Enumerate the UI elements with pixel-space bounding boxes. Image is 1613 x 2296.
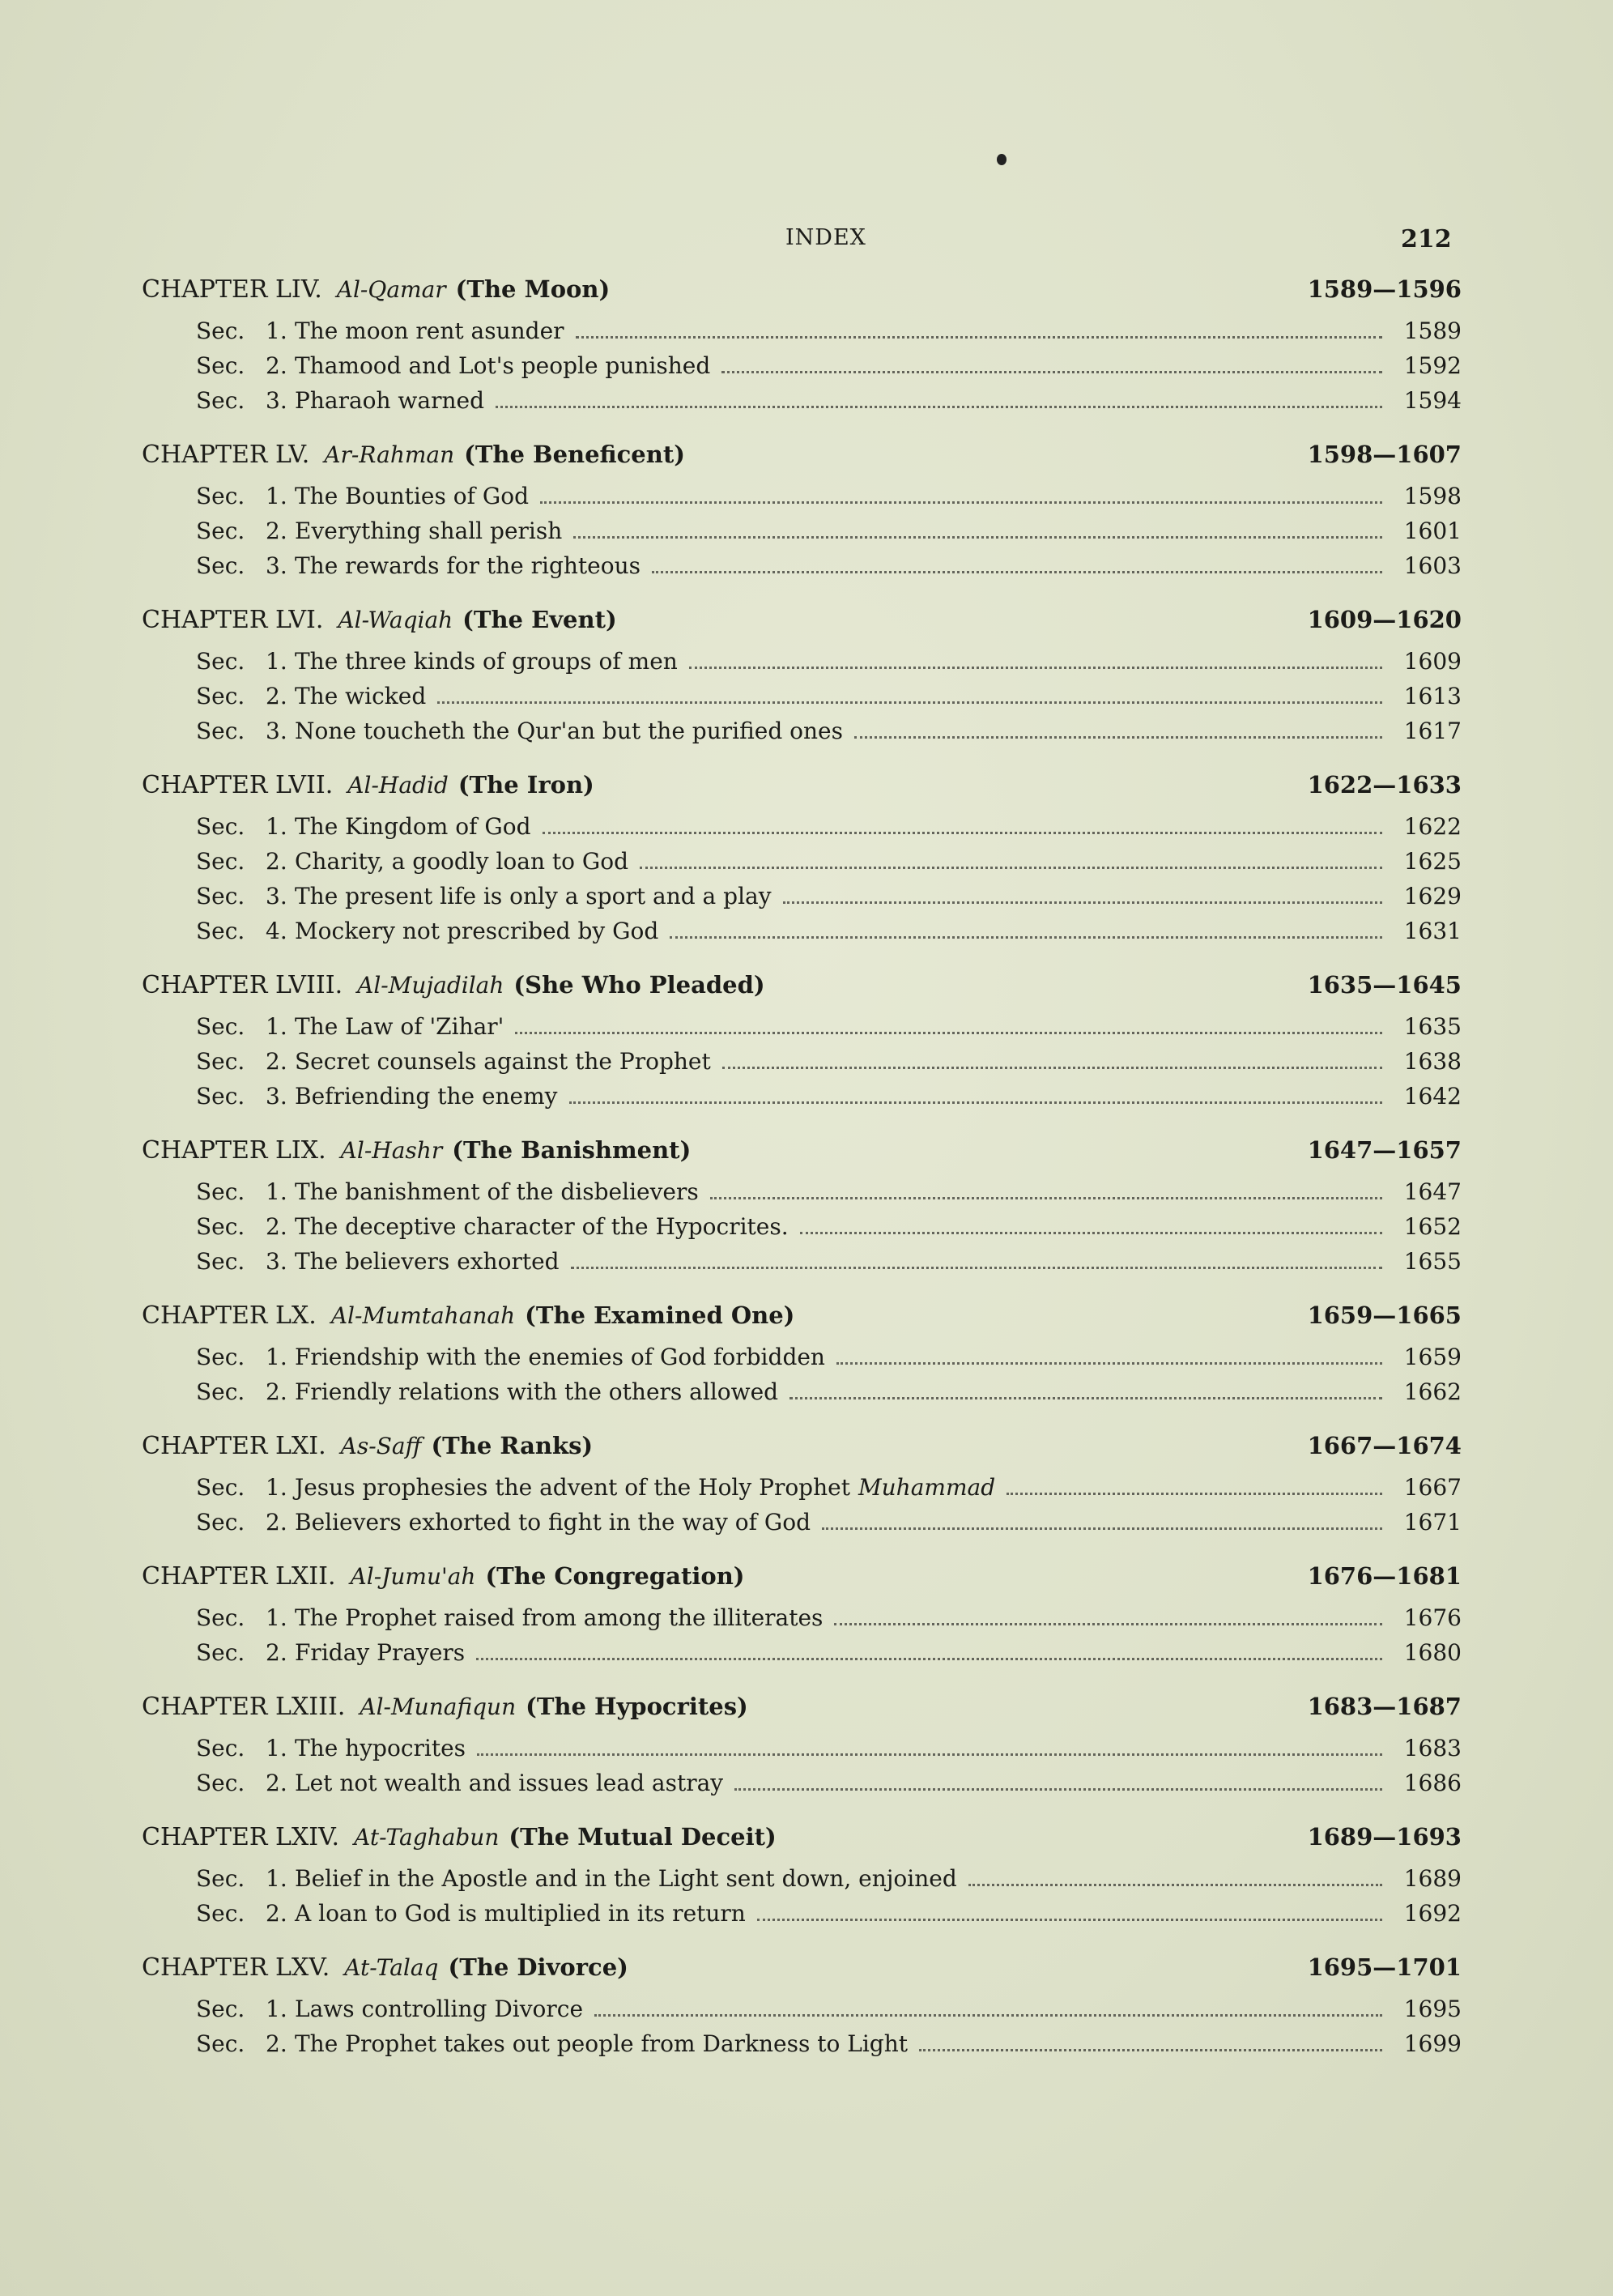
chapter-number: CHAPTER LXII.: [142, 1562, 336, 1591]
section-label: Sec.: [196, 1900, 245, 1927]
section-number: 3.: [266, 1083, 287, 1110]
section-number: 3.: [266, 552, 287, 579]
chapter-number: CHAPTER LV.: [142, 441, 310, 469]
section-title: Laws controlling Divorce: [295, 1996, 584, 2022]
chapter-page-range: 1689—1693: [1307, 1823, 1462, 1851]
chapter-transliteration: Al-Munafiqun: [360, 1693, 517, 1720]
chapter-entry: [142, 606, 1462, 752]
chapter-english-title: (The Moon): [455, 275, 611, 303]
dot-leader: [689, 667, 1382, 669]
dot-leader: [919, 2049, 1382, 2051]
section-row: [142, 918, 1462, 952]
dot-leader: [640, 867, 1382, 869]
section-label: Sec.: [196, 1735, 245, 1761]
section-page-number: 1655: [1403, 1248, 1462, 1275]
section-page-number: 1594: [1403, 387, 1462, 414]
chapter-entry: [142, 1693, 1462, 1804]
dot-leader: [854, 736, 1382, 739]
chapter-english-title: (She Who Pleaded): [513, 971, 765, 999]
section-label: Sec.: [196, 683, 245, 709]
dot-leader: [540, 501, 1382, 504]
dot-leader: [710, 1197, 1382, 1199]
section-label: Sec.: [196, 483, 245, 509]
section-row: [142, 1048, 1462, 1083]
section-title: The rewards for the righteous: [295, 552, 641, 579]
section-number: 3.: [266, 1248, 287, 1275]
section-number: 2.: [266, 1213, 287, 1240]
chapter-entry: [142, 1823, 1462, 1935]
section-row: [142, 1735, 1462, 1770]
section-title: Charity, a goodly loan to God: [295, 848, 629, 875]
dot-leader: [734, 1788, 1382, 1791]
chapter-heading: [142, 1953, 1462, 1996]
dot-leader: [476, 1658, 1382, 1660]
table-of-contents: [142, 275, 1462, 2084]
chapter-number: CHAPTER LIX.: [142, 1136, 326, 1165]
section-row: [142, 1996, 1462, 2030]
chapter-page-range: 1622—1633: [1307, 771, 1462, 799]
section-label: Sec.: [196, 1178, 245, 1205]
section-label: Sec.: [196, 387, 245, 414]
section-title: Jesus prophesies the advent of the Holy Prophet: [295, 1474, 850, 1501]
section-title: The wicked: [295, 683, 427, 709]
section-label: Sec.: [196, 1344, 245, 1370]
chapter-english-title: (The Event): [462, 606, 617, 633]
section-page-number: 1589: [1403, 317, 1462, 344]
section-number: 1.: [266, 1996, 287, 2022]
section-page-number: 1613: [1403, 683, 1462, 709]
section-number: 2.: [266, 848, 287, 875]
section-label: Sec.: [196, 1248, 245, 1275]
section-row: [142, 1178, 1462, 1213]
section-title: Friendship with the enemies of God forbidden: [295, 1344, 825, 1370]
section-row: [142, 1474, 1462, 1509]
section-page-number: 1680: [1403, 1639, 1462, 1666]
section-label: Sec.: [196, 718, 245, 744]
page-number: 212: [1401, 225, 1452, 253]
dot-leader: [1007, 1493, 1382, 1495]
section-page-number: 1676: [1403, 1604, 1462, 1631]
section-label: Sec.: [196, 883, 245, 909]
page-header: [0, 225, 1613, 258]
dot-leader: [573, 536, 1382, 539]
section-number: 2.: [266, 1770, 287, 1796]
section-number: 3.: [266, 883, 287, 909]
dot-leader: [836, 1362, 1382, 1365]
chapter-entry: [142, 771, 1462, 952]
section-title: Everything shall perish: [295, 518, 563, 544]
section-number: 4.: [266, 918, 287, 944]
section-page-number: 1699: [1403, 2030, 1462, 2057]
chapter-number: CHAPTER LXIV.: [142, 1823, 340, 1851]
dot-leader: [594, 2014, 1382, 2017]
chapter-page-range: 1683—1687: [1307, 1693, 1462, 1720]
section-label: Sec.: [196, 1639, 245, 1666]
section-page-number: 1631: [1403, 918, 1462, 944]
section-page-number: 1647: [1403, 1178, 1462, 1205]
section-number: 1.: [266, 1735, 287, 1761]
section-title-italic: Muhammad: [858, 1474, 996, 1501]
chapter-english-title: (The Mutual Deceit): [509, 1823, 777, 1851]
section-title: The Bounties of God: [295, 483, 529, 509]
section-row: [142, 1013, 1462, 1048]
chapter-transliteration: Al-Mujadilah: [357, 972, 504, 999]
chapter-english-title: (The Examined One): [525, 1301, 795, 1329]
section-row: [142, 813, 1462, 848]
dot-leader: [576, 336, 1382, 339]
chapter-number: CHAPTER LVII.: [142, 771, 334, 799]
section-title: The hypocrites: [295, 1735, 466, 1761]
section-title: The banishment of the disbelievers: [295, 1178, 699, 1205]
chapter-page-range: 1667—1674: [1307, 1432, 1462, 1459]
section-number: 1.: [266, 648, 287, 675]
section-row: [142, 683, 1462, 718]
chapter-english-title: (The Hypocrites): [526, 1693, 748, 1720]
ink-dot: [997, 154, 1007, 165]
chapter-number: CHAPTER LIV.: [142, 275, 322, 304]
section-page-number: 1609: [1403, 648, 1462, 675]
chapter-transliteration: Al-Qamar: [336, 276, 446, 303]
chapter-number: CHAPTER LXI.: [142, 1432, 326, 1460]
chapter-number: CHAPTER LX.: [142, 1301, 317, 1330]
section-title: The believers exhorted: [295, 1248, 560, 1275]
section-number: 2.: [266, 1048, 287, 1075]
section-number: 2.: [266, 1378, 287, 1405]
section-row: [142, 718, 1462, 752]
chapter-heading: [142, 771, 1462, 813]
section-title: The moon rent asunder: [295, 317, 564, 344]
chapter-heading: [142, 1301, 1462, 1344]
section-number: 1.: [266, 813, 287, 840]
chapter-transliteration: As-Saff: [340, 1433, 422, 1459]
dot-leader: [652, 571, 1382, 573]
section-label: Sec.: [196, 1604, 245, 1631]
section-page-number: 1638: [1403, 1048, 1462, 1075]
section-title: Secret counsels against the Prophet: [295, 1048, 711, 1075]
dot-leader: [822, 1527, 1382, 1530]
section-number: 1.: [266, 1604, 287, 1631]
chapter-number: CHAPTER LXIII.: [142, 1693, 346, 1721]
section-page-number: 1671: [1403, 1509, 1462, 1536]
section-row: [142, 352, 1462, 387]
chapter-entry: [142, 1136, 1462, 1283]
dot-leader: [757, 1919, 1382, 1921]
dot-leader: [437, 701, 1382, 704]
section-label: Sec.: [196, 2030, 245, 2057]
section-number: 2.: [266, 1639, 287, 1666]
section-row: [142, 1604, 1462, 1639]
chapter-heading: [142, 1432, 1462, 1474]
section-label: Sec.: [196, 1048, 245, 1075]
chapter-transliteration: Al-Mumtahanah: [330, 1302, 516, 1329]
section-page-number: 1686: [1403, 1770, 1462, 1796]
chapter-page-range: 1635—1645: [1307, 971, 1462, 999]
section-page-number: 1629: [1403, 883, 1462, 909]
chapter-page-range: 1659—1665: [1307, 1301, 1462, 1329]
chapter-heading: [142, 1562, 1462, 1604]
dot-leader: [515, 1032, 1382, 1034]
section-page-number: 1659: [1403, 1344, 1462, 1370]
section-row: [142, 1344, 1462, 1378]
dot-leader: [834, 1623, 1382, 1625]
chapter-page-range: 1676—1681: [1307, 1562, 1462, 1590]
chapter-number: CHAPTER LXV.: [142, 1953, 330, 1982]
section-row: [142, 1639, 1462, 1674]
section-number: 1.: [266, 483, 287, 509]
section-title: The Prophet raised from among the illiterates: [295, 1604, 824, 1631]
section-number: 1.: [266, 1013, 287, 1040]
dot-leader: [722, 1067, 1382, 1069]
chapter-page-range: 1647—1657: [1307, 1136, 1462, 1164]
section-page-number: 1625: [1403, 848, 1462, 875]
section-row: [142, 1378, 1462, 1413]
section-label: Sec.: [196, 1083, 245, 1110]
section-label: Sec.: [196, 1770, 245, 1796]
chapter-number: CHAPTER LVIII.: [142, 971, 343, 999]
chapter-english-title: (The Ranks): [431, 1432, 594, 1459]
section-page-number: 1598: [1403, 483, 1462, 509]
section-label: Sec.: [196, 1865, 245, 1892]
chapter-entry: [142, 971, 1462, 1118]
section-title: Friday Prayers: [295, 1639, 466, 1666]
chapter-heading: [142, 1693, 1462, 1735]
section-label: Sec.: [196, 552, 245, 579]
dot-leader: [721, 371, 1382, 373]
section-label: Sec.: [196, 648, 245, 675]
section-page-number: 1683: [1403, 1735, 1462, 1761]
section-row: [142, 1509, 1462, 1544]
chapter-page-range: 1589—1596: [1307, 275, 1462, 303]
chapter-heading: [142, 441, 1462, 483]
chapter-english-title: (The Divorce): [448, 1953, 628, 1981]
section-row: [142, 1770, 1462, 1804]
chapter-heading: [142, 1136, 1462, 1178]
section-row: [142, 848, 1462, 883]
section-row: [142, 387, 1462, 422]
section-title: Befriending the enemy: [295, 1083, 558, 1110]
chapter-page-range: 1609—1620: [1307, 606, 1462, 633]
section-row: [142, 648, 1462, 683]
section-page-number: 1617: [1403, 718, 1462, 744]
section-label: Sec.: [196, 848, 245, 875]
chapter-english-title: (The Beneficent): [464, 441, 685, 468]
section-title: The Law of 'Zihar': [295, 1013, 504, 1040]
section-row: [142, 1213, 1462, 1248]
section-number: 2.: [266, 352, 287, 379]
section-label: Sec.: [196, 1213, 245, 1240]
section-row: [142, 1248, 1462, 1283]
chapter-number: CHAPTER LVI.: [142, 606, 324, 634]
section-page-number: 1603: [1403, 552, 1462, 579]
section-row: [142, 1865, 1462, 1900]
section-title: A loan to God is multiplied in its return: [295, 1900, 746, 1927]
section-row: [142, 518, 1462, 552]
section-title: Pharaoh warned: [295, 387, 485, 414]
chapter-entry: [142, 1562, 1462, 1674]
dot-leader: [477, 1753, 1382, 1756]
chapter-transliteration: Al-Hashr: [340, 1137, 443, 1164]
chapter-transliteration: At-Talaq: [344, 1954, 439, 1981]
section-number: 3.: [266, 387, 287, 414]
dot-leader: [789, 1397, 1382, 1399]
chapter-entry: [142, 275, 1462, 422]
dot-leader: [496, 406, 1382, 408]
section-number: 2.: [266, 518, 287, 544]
section-label: Sec.: [196, 1509, 245, 1536]
section-row: [142, 483, 1462, 518]
section-label: Sec.: [196, 1013, 245, 1040]
chapter-heading: [142, 971, 1462, 1013]
chapter-page-range: 1695—1701: [1307, 1953, 1462, 1981]
section-number: 1.: [266, 1865, 287, 1892]
section-title: The Kingdom of God: [295, 813, 531, 840]
dot-leader: [569, 1101, 1383, 1104]
section-title: None toucheth the Qur'an but the purified ones: [295, 718, 843, 744]
chapter-transliteration: Al-Waqiah: [338, 607, 453, 633]
section-row: [142, 317, 1462, 352]
chapter-page-range: 1598—1607: [1307, 441, 1462, 468]
dot-leader: [543, 832, 1382, 834]
section-label: Sec.: [196, 813, 245, 840]
dot-leader: [800, 1232, 1382, 1234]
dot-leader: [670, 936, 1382, 939]
section-number: 2.: [266, 1509, 287, 1536]
section-number: 1.: [266, 1344, 287, 1370]
section-title: Friendly relations with the others allowed: [295, 1378, 779, 1405]
section-row: [142, 883, 1462, 918]
section-number: 1.: [266, 317, 287, 344]
section-row: [142, 552, 1462, 587]
chapter-transliteration: At-Taghabun: [354, 1824, 500, 1851]
chapter-heading: [142, 606, 1462, 648]
section-title: The Prophet takes out people from Darkness to Light: [295, 2030, 908, 2057]
section-number: 2.: [266, 683, 287, 709]
chapter-entry: [142, 1432, 1462, 1544]
section-page-number: 1592: [1403, 352, 1462, 379]
chapter-heading: [142, 275, 1462, 317]
chapter-entry: [142, 1953, 1462, 2065]
section-page-number: 1601: [1403, 518, 1462, 544]
section-page-number: 1622: [1403, 813, 1462, 840]
section-label: Sec.: [196, 317, 245, 344]
section-page-number: 1667: [1403, 1474, 1462, 1501]
section-label: Sec.: [196, 1474, 245, 1501]
section-label: Sec.: [196, 1996, 245, 2022]
section-number: 2.: [266, 2030, 287, 2057]
chapter-entry: [142, 1301, 1462, 1413]
chapter-transliteration: Ar-Rahman: [324, 441, 455, 468]
section-row: [142, 1083, 1462, 1118]
section-label: Sec.: [196, 518, 245, 544]
section-number: 3.: [266, 718, 287, 744]
section-title: Believers exhorted to fight in the way of God: [295, 1509, 811, 1536]
section-row: [142, 1900, 1462, 1935]
section-title: Thamood and Lot's people punished: [295, 352, 711, 379]
section-page-number: 1652: [1403, 1213, 1462, 1240]
dot-leader: [571, 1267, 1382, 1269]
chapter-heading: [142, 1823, 1462, 1865]
section-page-number: 1689: [1403, 1865, 1462, 1892]
section-row: [142, 2030, 1462, 2065]
section-title: Belief in the Apostle and in the Light sent down, enjoined: [295, 1865, 957, 1892]
section-page-number: 1662: [1403, 1378, 1462, 1405]
chapter-transliteration: Al-Jumu'ah: [350, 1563, 476, 1590]
section-title: The deceptive character of the Hypocrites.: [295, 1213, 789, 1240]
section-label: Sec.: [196, 352, 245, 379]
chapter-english-title: (The Congregation): [485, 1562, 745, 1590]
dot-leader: [783, 901, 1382, 904]
section-title: Mockery not prescribed by God: [295, 918, 659, 944]
section-page-number: 1695: [1403, 1996, 1462, 2022]
section-number: 2.: [266, 1900, 287, 1927]
section-title: The present life is only a sport and a play: [295, 883, 772, 909]
chapter-entry: [142, 441, 1462, 587]
section-title: The three kinds of groups of men: [295, 648, 678, 675]
section-page-number: 1642: [1403, 1083, 1462, 1110]
section-page-number: 1635: [1403, 1013, 1462, 1040]
chapter-transliteration: Al-Hadid: [347, 772, 449, 799]
section-number: 1.: [266, 1178, 287, 1205]
page-title: INDEX: [785, 225, 866, 250]
dot-leader: [968, 1884, 1382, 1886]
section-label: Sec.: [196, 918, 245, 944]
section-number: 1.: [266, 1474, 287, 1501]
chapter-english-title: (The Banishment): [452, 1136, 692, 1164]
section-label: Sec.: [196, 1378, 245, 1405]
section-page-number: 1692: [1403, 1900, 1462, 1927]
chapter-english-title: (The Iron): [458, 771, 594, 799]
section-title: Let not wealth and issues lead astray: [295, 1770, 724, 1796]
